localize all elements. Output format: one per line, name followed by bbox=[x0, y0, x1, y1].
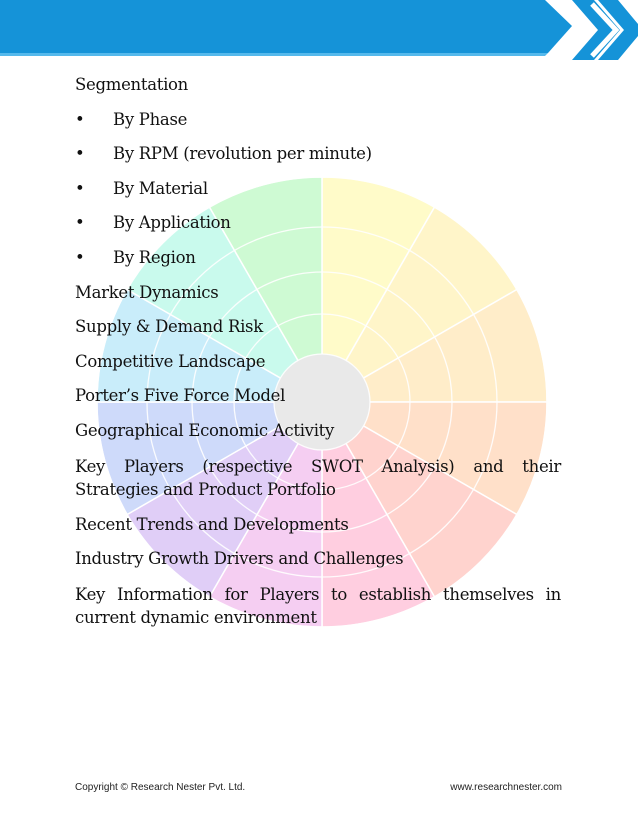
page-footer bbox=[75, 782, 562, 796]
bullet-item bbox=[75, 143, 561, 178]
list-item: Competitive Landscape bbox=[75, 351, 266, 371]
bullet-item bbox=[75, 247, 561, 282]
bullet-text: By Phase bbox=[113, 109, 188, 129]
key-information-item: Key Information for Players to establish themselves in current dynamic environment bbox=[75, 584, 561, 627]
bullet-marker: • bbox=[75, 247, 85, 267]
list-item: Recent Trends and Developments bbox=[75, 514, 349, 534]
bullet-marker: • bbox=[75, 144, 85, 164]
header-blue-band bbox=[0, 0, 572, 53]
website-text: www.researchnester.com bbox=[450, 782, 562, 793]
bullet-marker: • bbox=[75, 213, 85, 233]
bullet-text: By Region bbox=[113, 247, 196, 267]
list-item: Industry Growth Drivers and Challenges bbox=[75, 549, 404, 569]
bullet-item bbox=[75, 178, 561, 213]
bullet-text: By RPM (revolution per minute) bbox=[113, 144, 372, 164]
report-contents bbox=[75, 74, 561, 642]
bullet-item bbox=[75, 212, 561, 247]
bullet-item bbox=[75, 109, 561, 144]
key-players-item: Key Players (respective SWOT Analysis) and their Strategies and Product Portfolio bbox=[75, 456, 561, 499]
list-item: Geographical Economic Activity bbox=[75, 420, 335, 440]
list-item: Porter’s Five Force Model bbox=[75, 386, 286, 406]
list-item: Market Dynamics bbox=[75, 282, 219, 302]
header-stripe bbox=[0, 53, 548, 56]
bullet-marker: • bbox=[75, 178, 85, 198]
segmentation-heading: Segmentation bbox=[75, 75, 189, 94]
bullet-text: By Application bbox=[113, 213, 231, 233]
bullet-marker: • bbox=[75, 109, 85, 129]
bullet-text: By Material bbox=[113, 178, 208, 198]
list-item: Supply & Demand Risk bbox=[75, 317, 263, 337]
header-banner bbox=[0, 0, 638, 60]
double-chevron-right-icon bbox=[566, 0, 638, 60]
copyright-text: Copyright © Research Nester Pvt. Ltd. bbox=[75, 782, 246, 793]
